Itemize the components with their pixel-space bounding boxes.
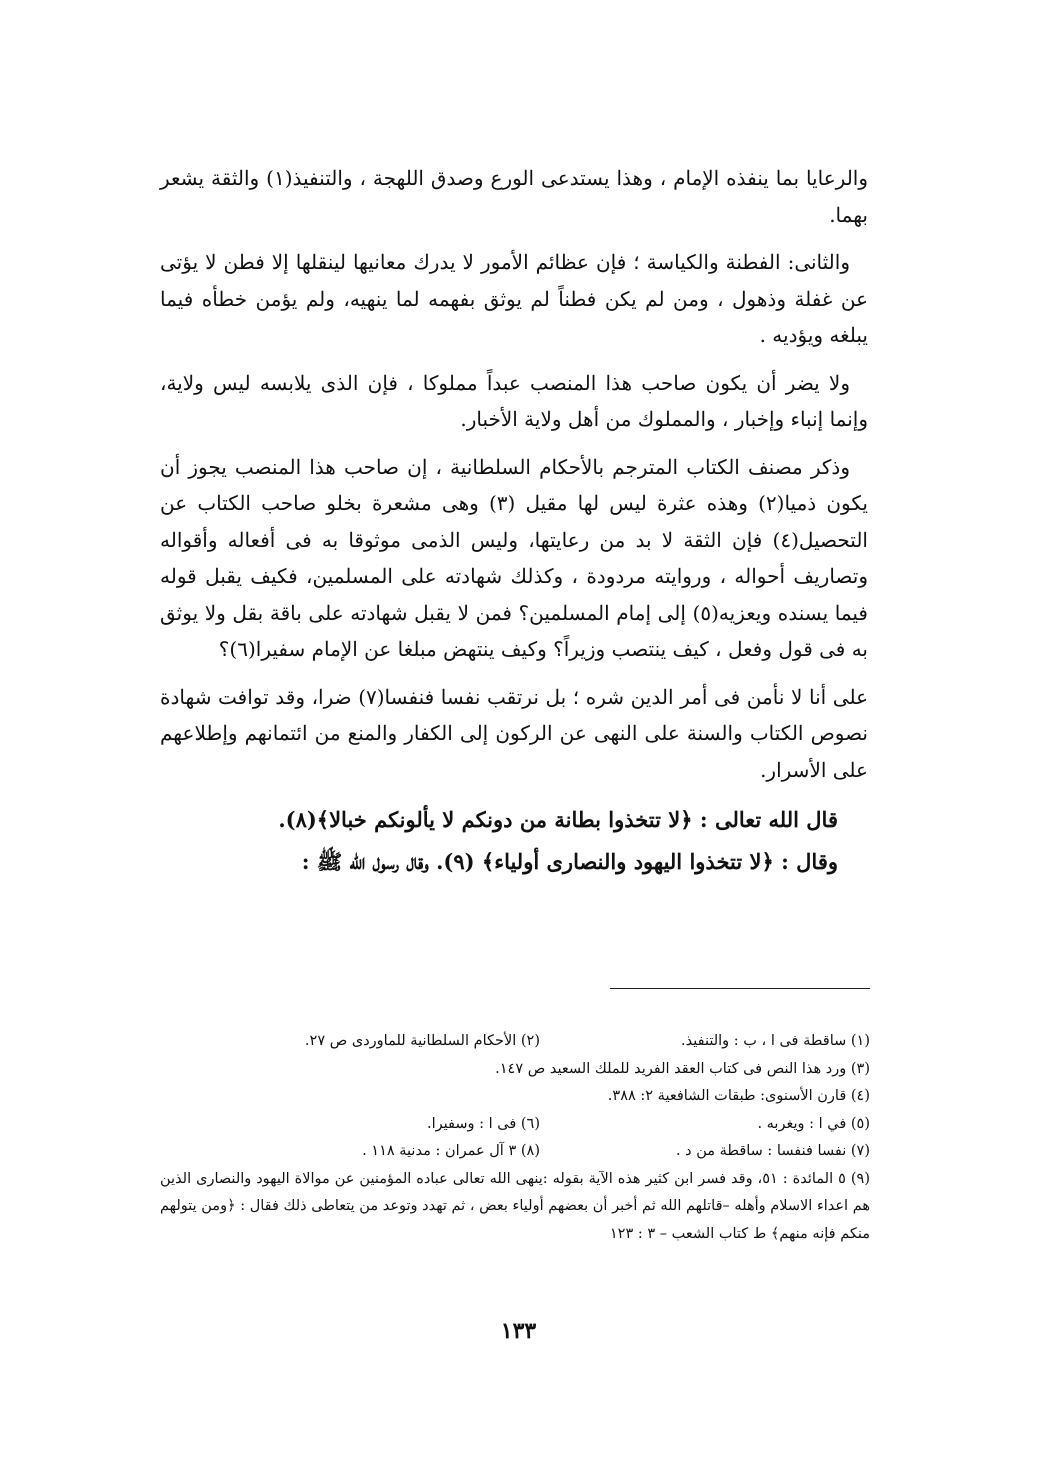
footnote-4: (٤) قارن الأسنوى: طبقات الشافعية ٢: ٣٨٨. [607,1088,870,1104]
page-number: ١٣٣ [500,1318,537,1344]
paragraph-1: والرعايا بما ينفذه الإمام ، وهذا يستدعى الورع وصدق اللهجة ، والتنفيذ(١) والثقة يشعر بهما. [160,166,868,227]
quran-quote-2: وقال : ﴿لا تتخذوا اليهود والنصارى أولياء﴾ (٩). وقال رسول الله ﷺ : [301,849,838,874]
footnote-6: (٦) فى ا : وسفيرا. [427,1115,540,1132]
footnote-row-7-8 [160,1138,870,1166]
paragraph-3: ولا يضر أن يكون صاحب هذا المنصب عبداً مملوكا ، فإن الذى يلابسه ليس ولاية، وإنما إنباء وإخبار ، والمملوك من أهل ولاية الأخبار. [160,370,868,431]
footnotes [160,1028,870,1248]
paragraph-4: وذكر مصنف الكتاب المترجم بالأحكام السلطانية ، إن صاحب هذا المنصب يجوز أن يكون ذميا(٢) وهذه عثرة ليس لها مقيل (٣) وهى مشعرة بخلو صاحب الكتاب عن التحصيل(٤) فإن الثقة لا بد من رعايتها، وليس الذمى موثوقا به فى أفعاله وأقواله وتصاريف أحواله ، وروايته مردودة ، وكذلك شهادته على المسلمين، فكيف يقبل قوله فيما يسنده ويعزيه(٥) إلى إمام المسلمين؟ فمن لا يقبل شهادته على باقة بقل ولا يوثق به فى قول وفعل ، كيف ينتصب وزيراً؟ وكيف ينتهض مبلغا عن الإمام سفيرا(٦)؟ [160,454,868,661]
footnote-8: (٨) ٣ آل عمران : مدنية ١١٨ . [362,1143,540,1159]
quran-quote-1: قال الله تعالى : ﴿لا تتخذوا بطانة من دونكم لا يألونكم خبالا﴾(٨). [278,807,838,832]
footnote-5: (٥) في ا : ويغربه . [757,1115,870,1132]
footnote-3: (٣) ورد هذا النص فى كتاب العقد الفريد للملك السعيد ص ١٤٧. [495,1060,870,1077]
footnote-row-1-2 [160,1028,870,1056]
footnote-2: (٢) الأحكام السلطانية للماوردى ص ٢٧. [304,1033,540,1049]
paragraph-2: والثانى: الفطنة والكياسة ؛ فإن عظائم الأمور لا يدرك معانيها لينقلها إلا فطن لا يؤتى عن غفلة وذهول ، ومن لم يكن فطناً لم يوثق بفهمه لما ينهيه، ولم يؤمن خطأه فيما يبلغه ويؤديه . [160,250,868,347]
footnote-row-5-6 [160,1111,870,1139]
main-text [160,160,868,883]
footnote-separator [610,988,870,989]
paragraph-5: على أنا لا نأمن فى أمر الدين شره ؛ بل نرتقب نفسا فنفسا(٧) ضرا، وقد توافت شهادة نصوص الكتاب والسنة على النهى عن الركون إلى الكفار والمنع من ائتمانهم وإطلاعهم على الأسرار. [160,684,869,782]
footnote-9: (٩) ٥ المائدة : ٥١، وقد فسر ابن كثير هذه الآية بقوله :ينهى الله تعالى عباده المؤمنين عن موالاة اليهود والنصارى الذين هم اعداء الاسلام وأهله –قاتلهم الله ثم أخبر أن بعضهم أولياء بعض ، ثم تهدد وتوعد من يتعاطى ذلك فقال : ﴿ومن يتولهم منكم فإنه منهم﴾ ط كتاب الشعب – ٣ : ١٢٣ [160,1170,870,1242]
footnote-1: (١) ساقطة فى ا ، ب : والتنفيذ. [681,1033,870,1049]
footnote-7: (٧) نفسا فنفسا : ساقطة من د . [675,1143,870,1159]
